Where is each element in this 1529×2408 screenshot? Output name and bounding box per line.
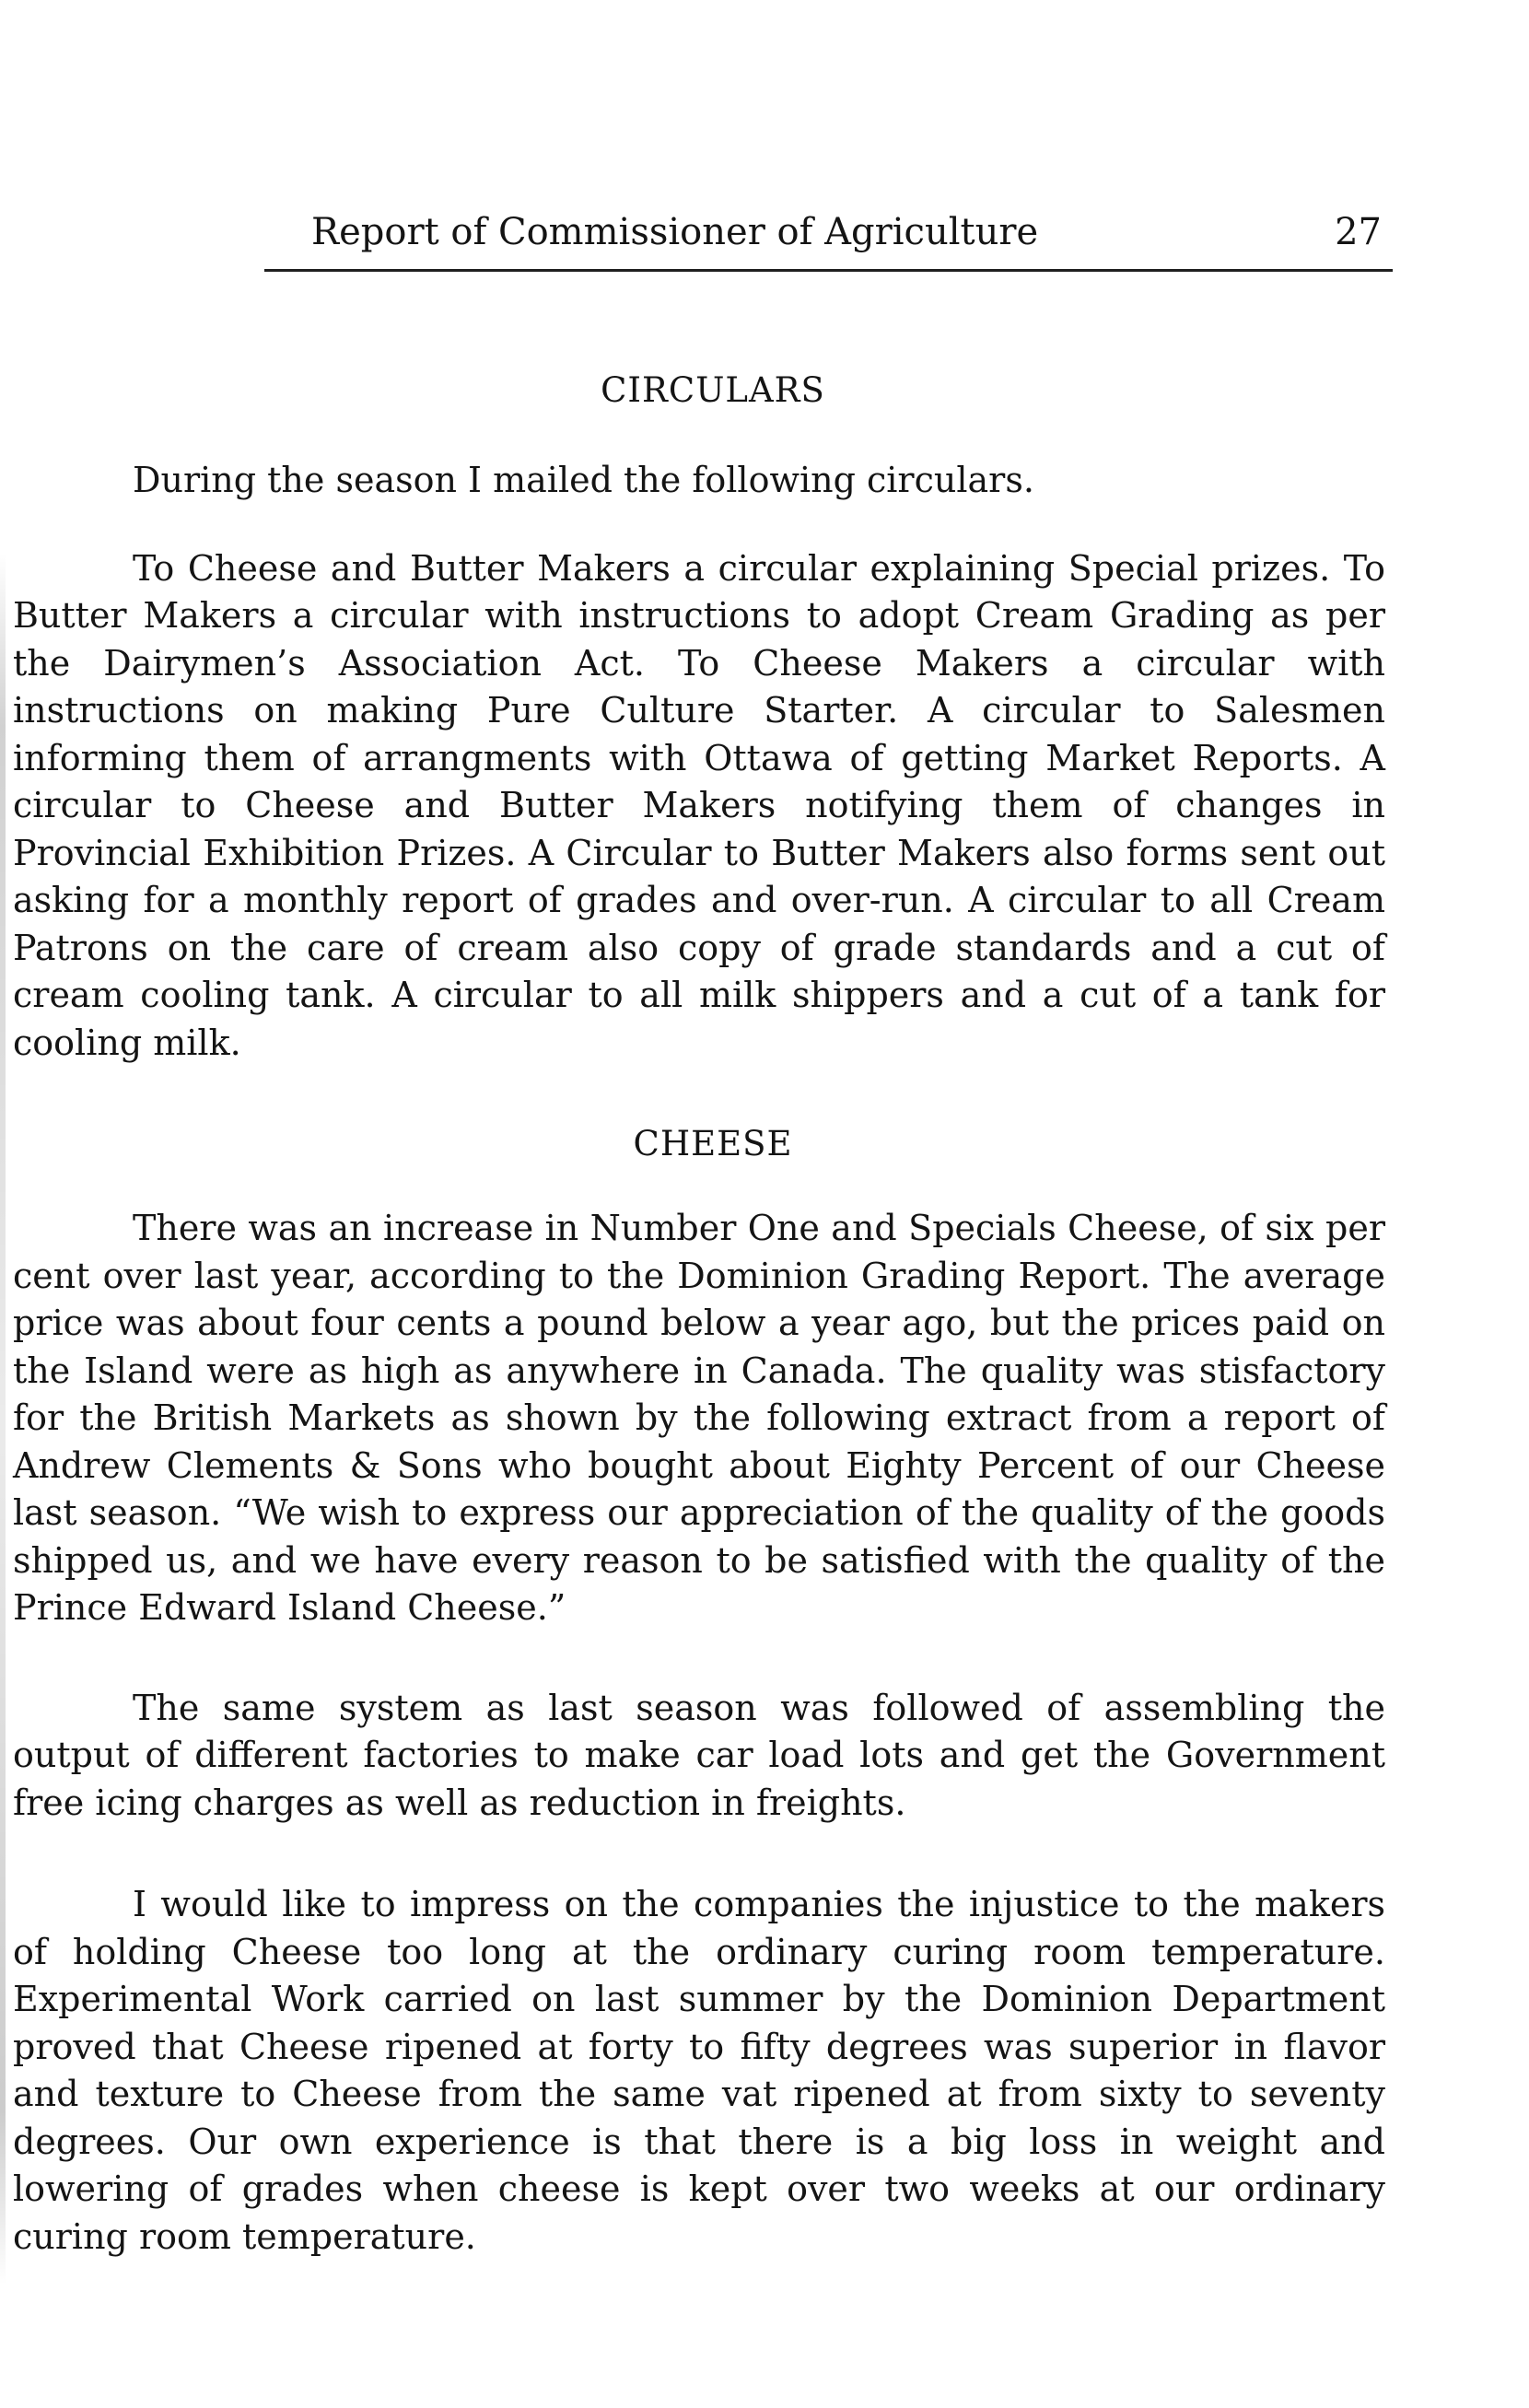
scan-edge-shadow <box>0 553 6 2285</box>
running-title: Report of Commissioner of Agriculture <box>311 211 1039 253</box>
body-text <box>13 367 1385 2261</box>
cheese-paragraph-1: There was an increase in Number One and Specials Cheese, of six per cent over last year, according to the Dominion Grading Report. The average price was about four cents a pound below a year ago, but the prices paid on the Island were as high as anywhere in Canada. The quality was stisfactory for the British Markets as shown by the following extract from a report of Andrew Clements & Sons who bought about Eighty Percent of our Cheese last season. “We wish to express our appreciation of the quality of the goods shipped us, and we have every reason to be satisfied with the quality of the Prince Edward Island Cheese.” <box>13 1208 1385 1628</box>
page-number: 27 <box>1335 211 1382 253</box>
cheese-paragraph-3: I would like to impress on the companies the injustice to the makers of holding Cheese too long at the ordinary curing room temperature. Experimental Work carried on last summer by the Dominion Department proved that Cheese ripened at forty to fifty degrees was superior in flavor and texture to Cheese from the same vat ripened at from sixty to seventy degrees. Our own experience is that there is a big loss in weight and lowering of grades when cheese is kept over two weeks at our ordinary curing room temperature. <box>13 1884 1385 2257</box>
section-heading-cheese: CHEESE <box>633 1124 793 1163</box>
section-heading-circulars: CIRCULARS <box>601 370 825 410</box>
circulars-intro: During the season I mailed the following circulars. <box>133 460 1034 500</box>
header-rule <box>264 269 1393 272</box>
circulars-paragraph: To Cheese and Butter Makers a circular explaining Special prizes. To Butter Makers a circular with instructions to adopt Cream Grading as per the Dairymen’s Association Act. To Cheese Makers a circular with instructions on making Pure Culture Starter. A circular to Salesmen informing them of arrangments with Ottawa of getting Market Reports. A circular to Cheese and Butter Makers notifying them of changes in Provincial Exhibition Prizes. A Circular to Butter Makers also forms sent out asking for a monthly report of grades and over-run. A circular to all Cream Patrons on the care of cream also copy of grade standards and a cut of cream cooling tank. A circular to all milk shippers and a cut of a tank for cooling milk. <box>13 547 1385 1063</box>
running-head <box>276 205 1382 260</box>
cheese-paragraph-2: The same system as last season was followed of assembling the output of different factories to make car load lots and get the Government free icing charges as well as reduction in freights. <box>13 1687 1385 1823</box>
